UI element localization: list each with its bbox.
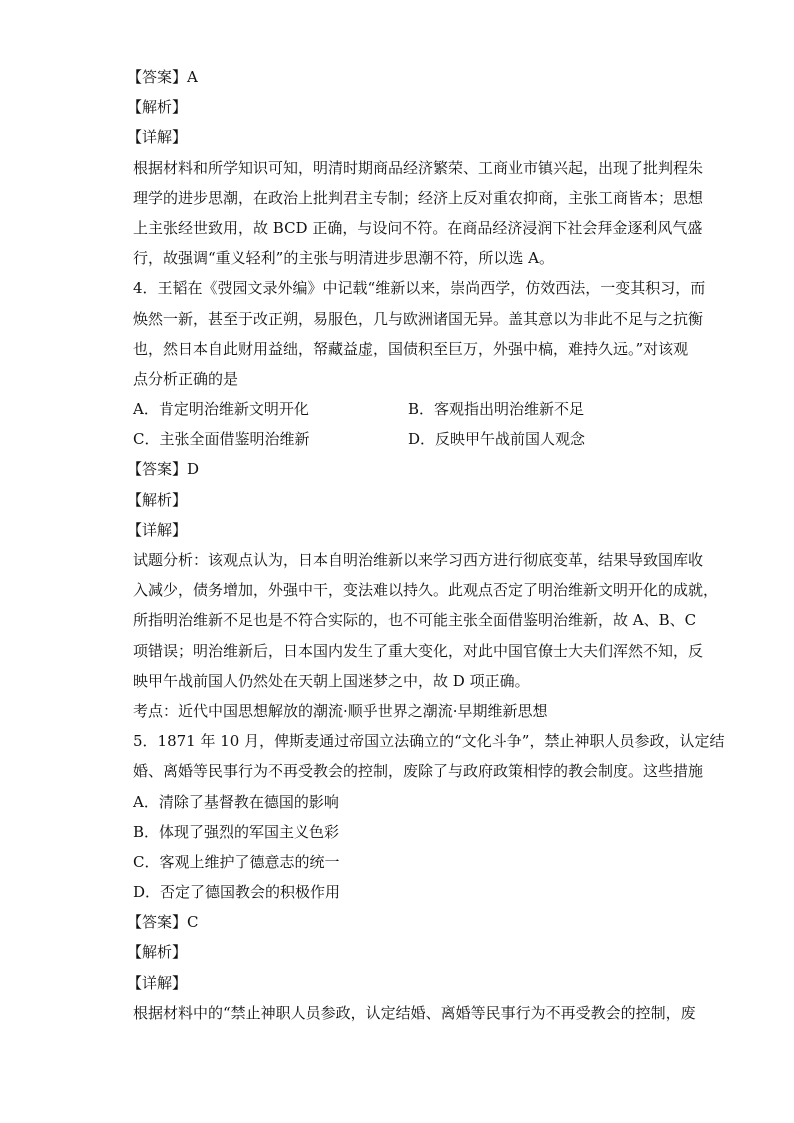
option-a: A．清除了基督教在德国的影响: [133, 792, 339, 811]
explanation-line: 根据材料中的“禁止神职人员参政，认定结婚、离婚等民事行为不再受教会的控制，废: [133, 1003, 696, 1022]
answer-label: 【答案】D: [127, 460, 200, 479]
answer-label: 【答案】A: [127, 68, 198, 86]
kaodian-line: 考点：近代中国思想解放的潮流·顺乎世界之潮流·早期维新思想: [133, 701, 548, 720]
option-d: D．否定了德国教会的积极作用: [133, 883, 341, 902]
analysis-label: 【解析】: [127, 98, 188, 117]
answer-label: 【答案】C: [127, 913, 199, 932]
detail-label: 【详解】: [127, 520, 188, 539]
explanation-line: 根据材料和所学知识可知，明清时期商品经济繁荣、工商业市镇兴起，出现了批判程朱: [133, 158, 704, 177]
explanation-line: 所指明治维新不足也是不符合实际的，也不可能主张全面借鉴明治维新，故 A、B、C: [133, 611, 697, 630]
question-4-line: 焕然一新，甚至于改正朔，易服色，几与欧洲诸国无异。盖其意以为非此不足与之抗衡: [133, 309, 704, 328]
question-4-options-row: [133, 424, 663, 454]
question-4-line: 点分析正确的是: [133, 369, 239, 388]
explanation-line: 入减少，债务增加，外强中干，变法难以持久。此观点否定了明治维新文明开化的成就，: [133, 581, 719, 600]
detail-label: 【详解】: [127, 973, 188, 992]
explanation-line: 行，故强调“重义轻利”的主张与明清进步思潮不符，所以选 A。: [133, 249, 554, 268]
option-a: A．肯定明治维新文明开化: [133, 400, 309, 419]
question-5-line: 5．1871 年 10 月，俾斯麦通过帝国立法确立的“文化斗争”，禁止神职人员参政，认定结: [133, 732, 725, 751]
explanation-line: 上主张经世致用，故 BCD 正确，与设问不符。在商品经济浸润下社会拜金逐利风气盛: [133, 218, 703, 237]
explanation-line: 映甲午战前国人仍然处在天朝上国迷梦之中，故 D 项正确。: [133, 671, 530, 690]
explanation-line: 理学的进步思潮，在政治上批判君主专制；经济上反对重农抑商，主张工商皆本；思想: [133, 188, 704, 207]
option-b: B．体现了强烈的军国主义色彩: [133, 822, 340, 841]
question-4-line: 4．王韬在《弢园文录外编》中记载“维新以来，崇尚西学，仿效西法，一变其积习，而: [133, 279, 706, 298]
question-4-options-row: [133, 394, 663, 424]
option-b: B．客观指出明治维新不足: [408, 400, 585, 419]
option-c: C．主张全面借鉴明治维新: [133, 430, 310, 449]
document-page: [127, 62, 725, 1028]
analysis-label: 【解析】: [127, 490, 188, 509]
explanation-line: 项错误；明治维新后，日本国内发生了重大变化，对此中国官僚士大夫们浑然不知，反: [133, 641, 704, 660]
analysis-label: 【解析】: [127, 943, 188, 962]
detail-label: 【详解】: [127, 128, 188, 147]
explanation-line: 试题分析：该观点认为，日本自明治维新以来学习西方进行彻底变革，结果导致国库收: [133, 551, 704, 569]
question-4-line: 也，然日本自此财用益绌，帑藏益虚，国债积至巨万，外强中槁，难持久远。”对该观: [133, 339, 689, 358]
option-c: C．客观上维护了德意志的统一: [133, 852, 340, 871]
question-5-line: 婚、离婚等民事行为不再受教会的控制，废除了与政府政策相悖的教会制度。这些措施: [133, 762, 704, 781]
option-d: D．反映甲午战前国人观念: [408, 430, 586, 449]
